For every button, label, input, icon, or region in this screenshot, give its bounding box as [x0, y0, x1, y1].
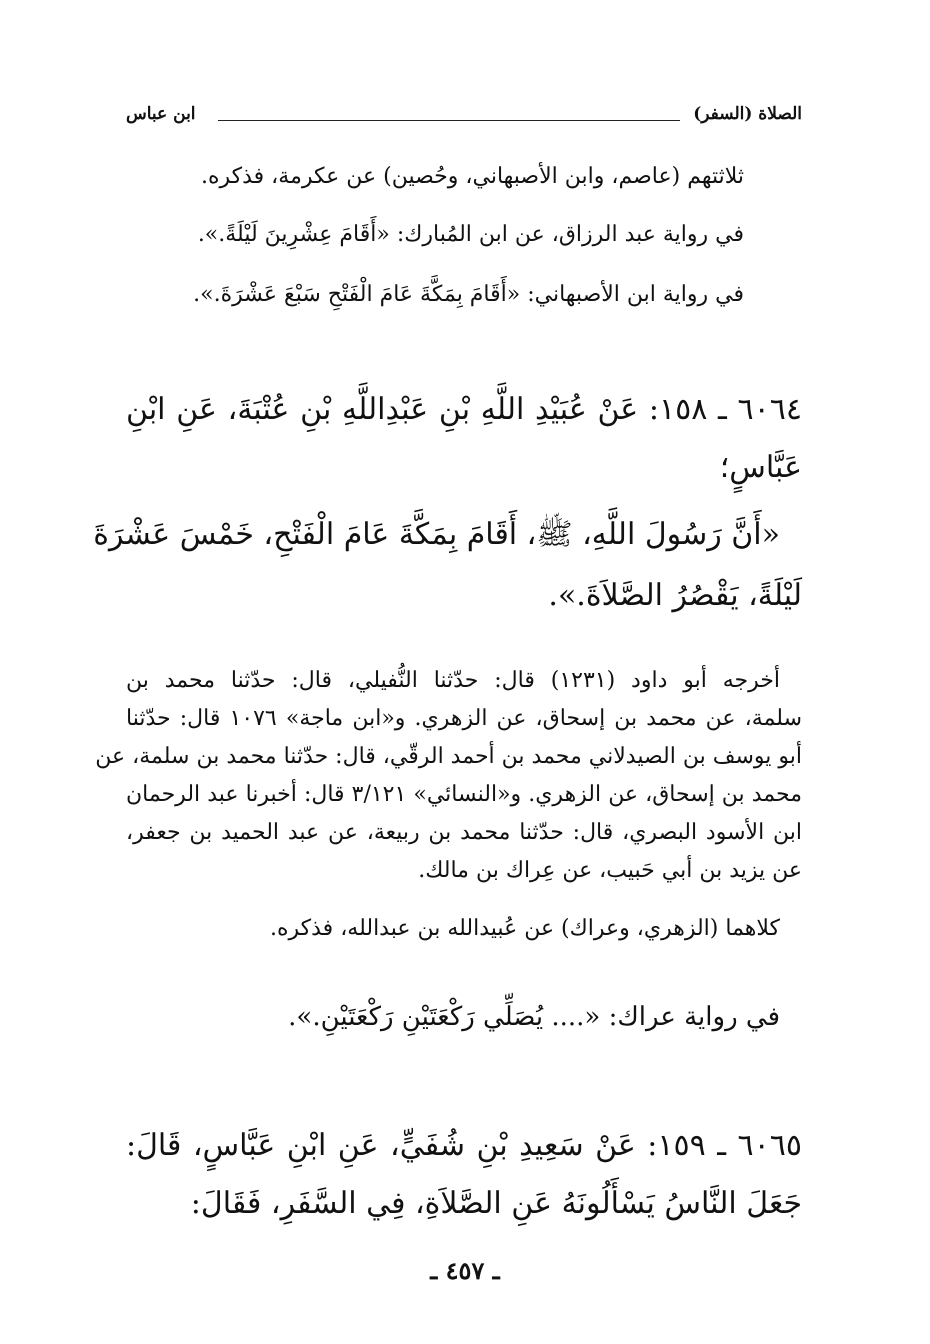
takhrij-line3: أبو يوسف بن الصيدلاني محمد بن أحمد الرقّي، قال: حدّثنا محمد بن سلمة، عن	[95, 744, 802, 769]
takhrij-line1: أخرجه أبو داود (١٢٣١) قال: حدّثنا النُّفيلي، قال: حدّثنا محمد بن	[126, 668, 780, 693]
hadith-6065-line2: جَعَلَ النَّاسُ يَسْأَلُونَهُ عَنِ الصَّلاَةِ، فِي السَّفَرِ، فَقَالَ:	[190, 1186, 802, 1221]
hadith-6065-line1: ٦٠٦٥ ـ ١٥٩: عَنْ سَعِيدِ بْنِ شُفَيٍّ، عَنِ ابْنِ عَبَّاسٍ، قَالَ:	[126, 1128, 802, 1163]
hadith-6064-line4: لَيْلَةً، يَقْصُرُ الصَّلاَةَ.».	[548, 578, 802, 613]
hadith-6064-line1: ٦٠٦٤ ـ ١٥٨: عَنْ عُبَيْدِ اللَّهِ بْنِ عَبْدِاللَّهِ بْنِ عُتْبَةَ، عَنِ ابْنِ	[126, 392, 802, 427]
page-number: ـ ٤٥٧ ـ	[430, 1256, 500, 1285]
header-section: ابن عباس	[126, 104, 196, 124]
takhrij-line4: محمد بن إسحاق، عن الزهري. و«النسائي» ٣/١٢١ قال: أخبرنا عبد الرحمان	[126, 782, 802, 807]
header-chapter: الصلاة (السفر)	[693, 104, 802, 124]
hadith-6064-line2: عَبَّاسٍ؛	[719, 450, 802, 485]
running-header	[126, 104, 802, 130]
block1-line2: في رواية عبد الرزاق، عن ابن المُبارك: «أَقَامَ عِشْرِينَ لَيْلَةً.».	[197, 222, 744, 247]
hadith-6064-line3: «أَنَّ رَسُولَ اللَّهِ، ﷺ، أَقَامَ بِمَكَّةَ عَامَ الْفَتْحِ، خَمْسَ عَشْرَةَ	[93, 517, 780, 552]
block1-line3: في رواية ابن الأصبهاني: «أَقَامَ بِمَكَّةَ عَامَ الْفَتْحِ سَبْعَ عَشْرَةَ.».	[193, 282, 744, 307]
takhrij-line2: سلمة، عن محمد بن إسحاق، عن الزهري. و«ابن ماجة» ١٠٧٦ قال: حدّثنا	[126, 706, 803, 731]
takhrij-line8: في رواية عراك: «.... يُصَلِّي رَكْعَتَيْنِ رَكْعَتَيْنِ.».	[288, 1002, 780, 1032]
takhrij-line6: عن يزيد بن أبي حَبيب، عن عِراك بن مالك.	[418, 858, 802, 883]
header-rule	[218, 120, 680, 121]
takhrij-line7: كلاهما (الزهري، وعراك) عن عُبيدالله بن عبدالله، فذكره.	[270, 916, 780, 941]
takhrij-line5: ابن الأسود البصري، قال: حدّثنا محمد بن ربيعة، عن عبد الحميد بن جعفر،	[126, 820, 802, 845]
block1-line1: ثلاثتهم (عاصم، وابن الأصبهاني، وحُصين) عن عكرمة، فذكره.	[200, 164, 744, 189]
